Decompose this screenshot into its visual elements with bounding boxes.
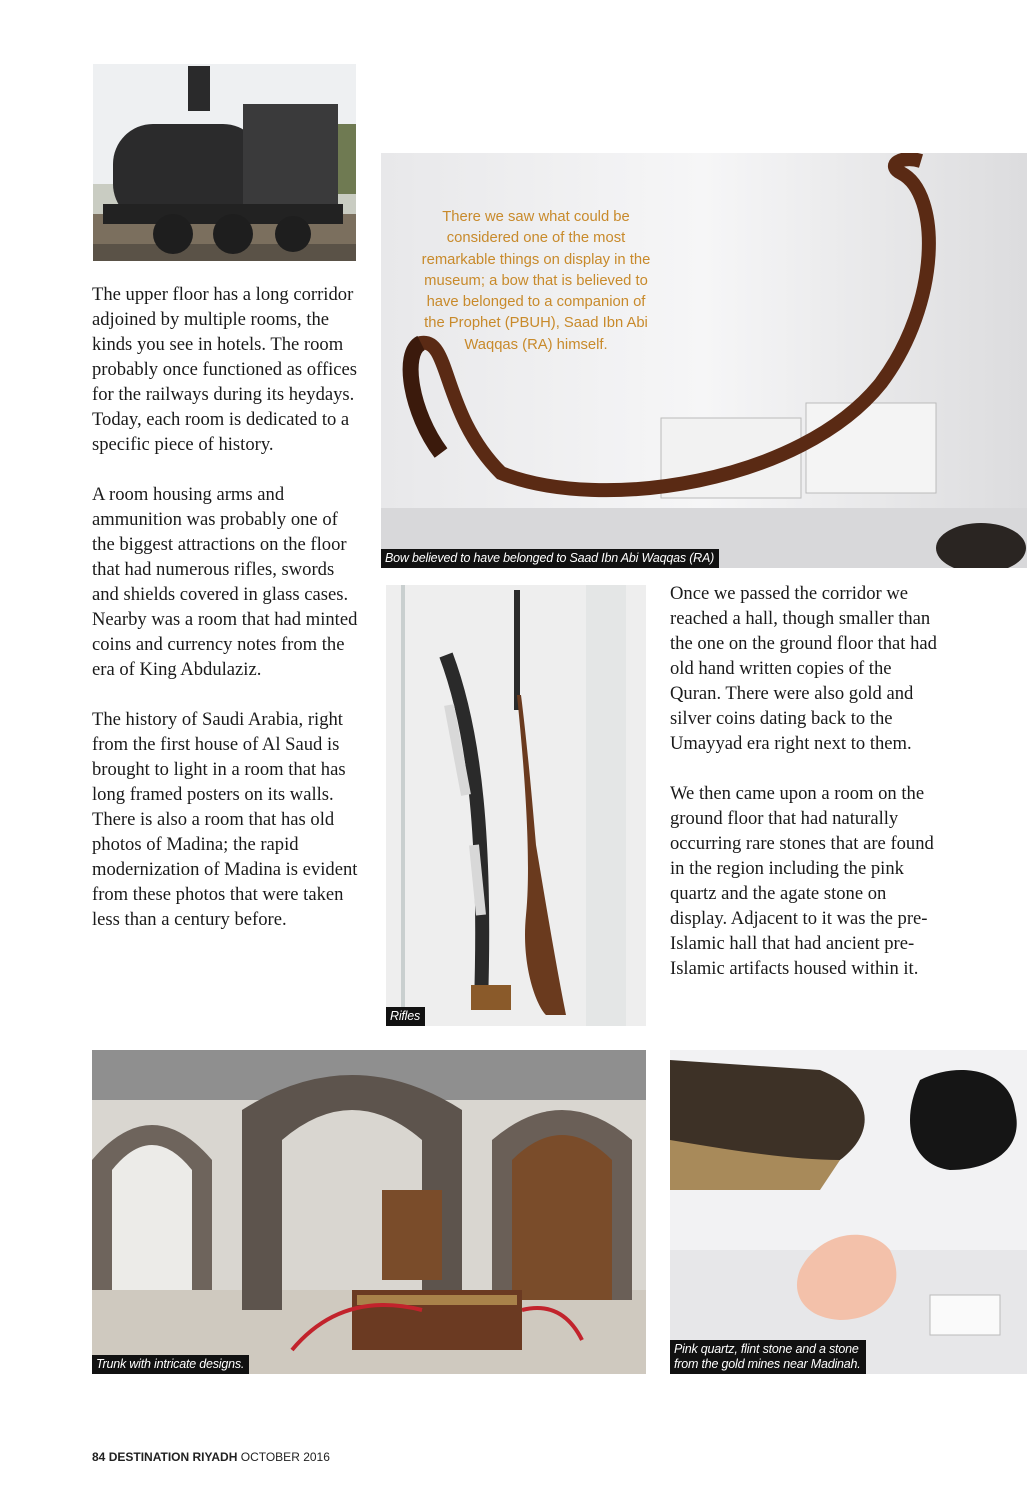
stones-photo: [670, 1050, 1027, 1374]
page-number: 84: [92, 1450, 106, 1464]
left-paragraph-2: A room housing arms and ammunition was probably one of the biggest attractions on the floor that had numerous rifles, swords and shields covered in glass cases. Nearby was a room that had minted coins and currency notes from the era of King Abdulaziz.: [92, 484, 358, 680]
right-text-column: [670, 581, 938, 981]
locomotive-photo: [93, 64, 356, 261]
page-footer: [92, 1450, 330, 1464]
stones-caption-line2: from the gold mines near Madinah.: [674, 1357, 861, 1371]
left-paragraph-1: The upper floor has a long corridor adjoined by multiple rooms, the kinds you see in hotels. The room probably once functioned as offices for the railways during its heydays. Today, each room is dedicated to a specific piece of history.: [92, 284, 358, 455]
rifles-caption: Rifles: [386, 1007, 425, 1026]
rifles-photo: [386, 585, 646, 1026]
pull-quote: There we saw what could be considered one of the most remarkable things on display in the museum; a bow that is believed to have belonged to a companion of the Prophet (PBUH), Saad Ibn Abi Waqqas (RA) himself.: [421, 209, 651, 353]
issue-date: OCTOBER 2016: [240, 1450, 330, 1464]
right-paragraph-1: Once we passed the corridor we reached a hall, though smaller than the one on the ground floor that had old hand written copies of the Quran. There were also gold and silver coins dating back to the Umayyad era right next to them.: [670, 583, 937, 754]
magazine-name: DESTINATION RIYADH: [108, 1450, 238, 1464]
stones-caption: [670, 1340, 866, 1374]
bow-caption: Bow believed to have belonged to Saad Ibn Abi Waqqas (RA): [381, 549, 719, 568]
left-text-column: [92, 282, 364, 932]
right-paragraph-2: We then came upon a room on the ground floor that had naturally occurring rare stones that are found in the region including the pink quartz and the agate stone on display. Adjacent to it was the pre-Islamic hall that had ancient pre-Islamic artifacts housed within it.: [670, 783, 934, 979]
trunk-photo: [92, 1050, 646, 1374]
left-paragraph-3: The history of Saudi Arabia, right from the first house of Al Saud is brought to light in a room that has long framed posters on its walls. There is also a room that has old photos of Madina; the rapid modernization of Madina is evident from these photos that were taken less than a century before.: [92, 709, 358, 930]
stones-caption-line1: Pink quartz, flint stone and a stone: [674, 1342, 859, 1356]
trunk-caption: Trunk with intricate designs.: [92, 1355, 249, 1374]
